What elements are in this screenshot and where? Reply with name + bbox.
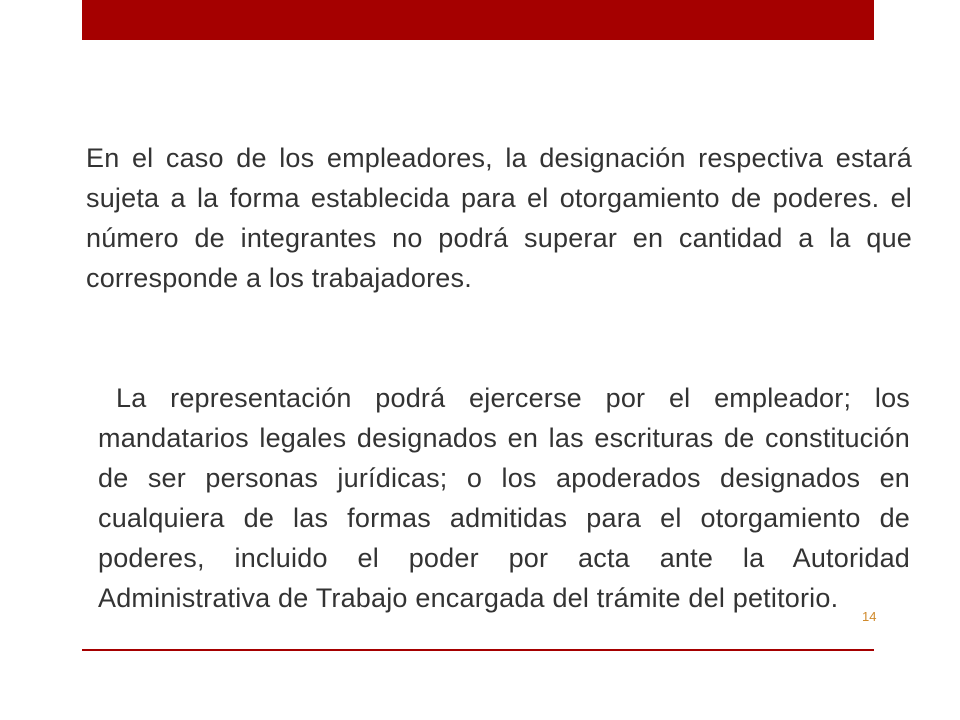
footer-divider — [82, 649, 874, 651]
header-bar — [82, 0, 874, 40]
paragraph-representation: La representación podrá ejercerse por el empleador; los mandatarios legales designados en las escrituras de constitución de ser personas jurídicas; o los apoderados designados en cualquiera de las formas admitidas para el otorgamiento de poderes, incluido el poder por acta ante la Autoridad Administrativa de Trabajo encargada del trámite del petitorio. — [98, 383, 910, 613]
page-number: 14 — [862, 609, 877, 624]
paragraph-employers-designation: En el caso de los empleadores, la designación respectiva estará sujeta a la forma establecida para el otorgamiento de poderes. el número de integrantes no podrá superar en cantidad a la que corresponde a los trabajadores. — [86, 143, 912, 293]
